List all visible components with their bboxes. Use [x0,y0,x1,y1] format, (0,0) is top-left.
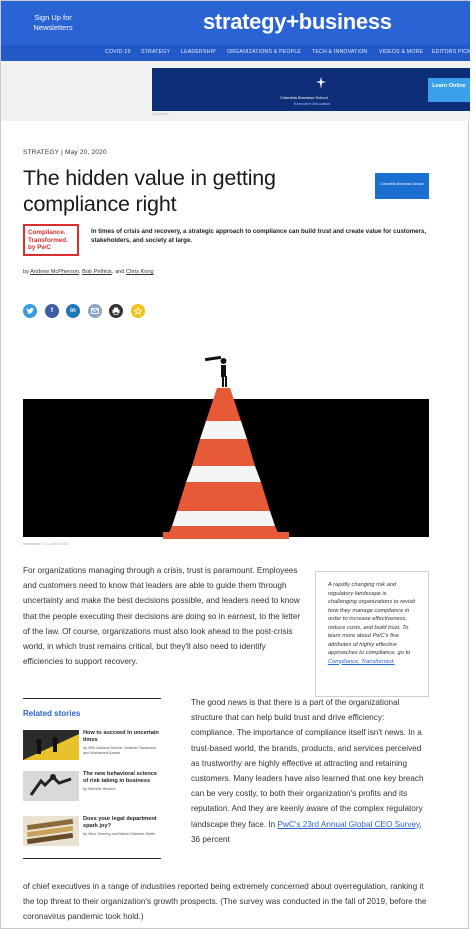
author-link[interactable]: Andrew McPherson [30,269,79,275]
site-header [1,1,470,45]
related-story[interactable] [23,816,161,846]
newsletter-signup-link[interactable]: Sign Up for Newsletters [33,13,73,32]
related-stories-heading: Related stories [23,709,81,718]
meta-divider: | [61,149,65,156]
related-story[interactable] [23,771,161,801]
related-thumbnail[interactable] [23,816,79,846]
article-paragraph: of chief executives in a range of industries reported being extremely concerned about overregulation, ranking it the top threat to their organization's growth prospects. (The survey was conducted in the fall of 2019, before the coronavirus pandemic took hold.) [23,882,427,922]
email-icon[interactable] [88,304,102,318]
author-link[interactable]: Chris Kong [125,269,154,275]
sidebar-callout [315,571,429,697]
related-divider-bottom [23,858,161,859]
nav-item-covid[interactable]: COVID-19 [105,49,131,55]
nav-item-tech[interactable]: TECH & INNOVATION [312,49,368,55]
article-paragraph: The good news is that there is a part of the organizational structure that can help build trust and drive efficiency: compliance. The importance of compliance itself isn't news. In a trust-based world, the brands, products, and services perceived as trustworthy are highly effective at attracting and retaining customers. Many leaders have also learned that one key breach can be very costly, to both their organization's profits and its reputation. And they are keenly aware of the complex regulatory landscape they face. In PwC's 23rd Annual Global CEO Survey, 36 percent [191,698,424,844]
columbia-crown-icon [316,77,326,89]
article-meta [23,149,107,156]
related-story-title[interactable]: Does your legal department spark joy? by Mick Sheehy and Mario Gobarre-Smith [83,816,163,836]
linkedin-icon[interactable]: in [66,304,80,318]
related-story-authors: by Will Jackson-Moore, Heather Swanston, and Mohamed Kande [83,745,158,755]
ad-line-2: Executive Education [294,101,331,106]
save-icon[interactable] [131,304,145,318]
byline: by Andrew McPherson, Bob Pethick, and Chris Kong [23,269,154,275]
main-nav [1,45,475,61]
ad-choices-label[interactable]: AdChoices [152,112,169,116]
author-link[interactable]: Bob Pethick [82,269,112,275]
nav-item-organizations[interactable]: ORGANIZATIONS & PEOPLE [227,49,302,55]
nav-item-leadership[interactable]: LEADERSHIP [181,49,216,55]
nav-item-editors-picks[interactable]: EDITORS PICKS [432,49,475,55]
related-divider [23,698,161,699]
publish-date: May 20, 2020 [64,149,107,156]
facebook-icon[interactable]: f [45,304,59,318]
banner-ad[interactable] [152,68,470,111]
image-caption: Illustration © Liz Zulu 2020 [23,542,69,546]
ad-line-1: Columbia Business School [280,95,328,100]
ceo-survey-link[interactable]: PwC's 23rd Annual Global CEO Survey [277,819,420,829]
related-story-title[interactable]: The new behavioral science of risk taking in business by Michele Wucker [83,771,163,791]
sponsor-logo[interactable] [375,173,429,199]
related-story-authors: by Michele Wucker [83,786,116,791]
ad-zone [1,61,470,121]
site-logo[interactable]: strategy+business [203,9,392,34]
twitter-icon[interactable] [23,304,37,318]
callout-link[interactable]: Compliance, Transformed. [328,658,395,665]
article-title: The hidden value in getting compliance right [23,166,276,216]
related-thumbnail[interactable] [23,730,79,760]
nav-item-strategy[interactable]: STRATEGY [141,49,171,55]
related-story[interactable] [23,730,161,760]
nav-item-videos[interactable]: VIDEOS & MORE [379,49,424,55]
related-story-title[interactable]: How to succeed in uncertain times by Will Jackson-Moore, Heather Swanston, and Mohamed Kande [83,730,163,755]
series-badge-text: Compliance. Transformed. by PwC [28,229,68,251]
section-label[interactable]: STRATEGY [23,149,60,156]
related-thumbnail[interactable] [23,771,79,801]
related-story-authors: by Mick Sheehy and Mario Gobarre-Smith [83,831,156,836]
learn-online-button[interactable]: Learn Online [428,78,470,102]
byline-prefix: by [23,269,29,275]
print-icon[interactable] [109,304,123,318]
article-lede: In times of crisis and recovery, a strategic approach to compliance can build trust and create value for customers, stakeholders, and society at large. [91,228,427,244]
byline-and: and [115,269,125,275]
series-badge[interactable] [23,224,79,256]
callout-text: A rapidly changing risk and regulatory landscape is challenging organizations to revisit how they manage compliance in order to increase effectiveness, reduce costs, and build trust. To learn more about PwC's five attributes of highly effective approaches to compliance, go to Compliance, Transformed. [328,582,415,665]
traffic-cone-illustration [23,351,429,541]
sponsor-logo-text: Columbia Business School [380,182,424,186]
article-paragraph: For organizations managing through a crisis, trust is paramount. Employees and customers need to know that leaders are able to guide them through uncertainty and make the best decisions possible, and leaders need to know that the people executing their decisions are doing so in earnest, to the letter of the law. Of course, organizations must also look ahead to the post-crisis world, in which trust remains critical, but they'll also need to identify efficiencies to support recovery. [23,566,301,667]
